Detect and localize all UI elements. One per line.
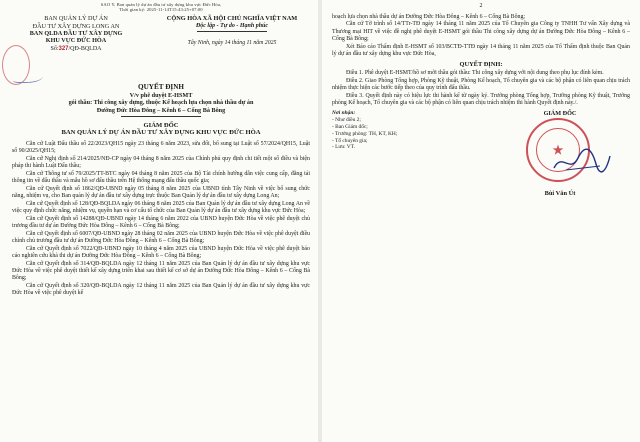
document-page-2	[322, 0, 640, 442]
document-header	[12, 15, 310, 79]
signer	[490, 110, 630, 198]
document-page-1	[0, 0, 318, 442]
document-number: Số:327/QĐ-BQLDA	[50, 46, 102, 53]
legal-basis-item: Căn cứ Luật Đấu thầu số 22/2023/QH15 ngày 23 tháng 6 năm 2023, sửa đổi, bổ sung tại Luật số 57/2024/QH15, Luật số 90/2025/QH15;	[12, 140, 310, 155]
digital-signature-stamp: SAO Y, Ban quản lý dự án đầu tư xây dựng khu vực Đức Hòa, Thời gian ký: 2025-11-14T15:43:25+07:00	[100, 2, 222, 13]
legal-basis-item: Xét Báo cáo Thẩm định E-HSMT số 103/BCTĐ-TTĐ ngày 14 tháng 11 năm 2025 của Tổ Thẩm định thuộc Ban Quản lý dự án đầu tư xây dựng khu vực Đức Hòa,	[332, 43, 630, 57]
decision-subject: V/v phê duyệt E-HSMT gói thầu: Thi công xây dựng, thuộc Kế hoạch lựa chọn nhà thầu dự án Đường Đức Hòa Đông – Kênh 6 – Cống Bà Bông	[68, 91, 254, 114]
partial-seal-icon	[2, 45, 30, 85]
issue-date: Tây Ninh, ngày 14 tháng 11 năm 2025	[187, 39, 277, 46]
handwritten-signature-icon	[552, 146, 612, 176]
legal-basis-item: Căn cứ Quyết định số 320/QĐ-BQLDA ngày 12 tháng 11 năm 2025 của Ban Quản lý dự án đầu tư xây dựng khu vực Đức Hòa về việc phê duyệt kế	[12, 282, 310, 297]
signature-block	[332, 110, 630, 260]
legal-basis-item: Căn cứ Quyết định số 14288/QĐ-UBND ngày 14 tháng 6 năm 2022 của UBND huyện Đức Hòa về việc phê duyệt chủ trương đầu tư dự án Đường Đức Hòa Đông – Kênh 6 – Cống Bà Bông;	[12, 215, 310, 230]
article-3: Điều 3. Quyết định này có hiệu lực thi hành kể từ ngày ký. Trưởng phòng Tổng hợp, Trưởng phòng Kỹ thuật, Trưởng phòng Kế hoạch, Tổ chuyên gia và các bộ phận có liên quan chịu trách nhiệm thi hành Quyết định này./.	[332, 92, 630, 107]
decides-heading: QUYẾT ĐỊNH:	[459, 61, 503, 69]
issuer-heading: GIÁM ĐỐC BAN QUẢN LÝ DỰ ÁN ĐẦU TƯ XÂY DỰNG KHU VỰC ĐỨC HÒA	[61, 121, 261, 137]
recipients-list: Nơi nhận: - Như điều 2; - Ban Giám đốc; - Trưởng phòng: TH, KT, KH; - Tổ chuyên gia; - Lưu: VT.	[332, 110, 398, 151]
legal-basis-item: Căn cứ Tờ trình số 14/TTr-TĐ ngày 14 tháng 11 năm 2025 của Tổ Chuyên gia Công ty TNHH Tư vấn Xây dựng và Thương mại HIT về việc đề nghị phê duyệt E-HSMT gói thầu Thi công xây dựng dự án Đường Đức Hòa Đông – Kênh 6 – Cống Bà Bông;	[332, 21, 630, 42]
page-number: 2	[479, 3, 483, 9]
decision-title: QUYẾT ĐỊNH	[138, 83, 184, 92]
national-heading: CỘNG HÒA XÃ HỘI CHỦ NGHĨA VIỆT NAM Độc lập - Tự do - Hạnh phúc Tây Ninh, ngày 14 tháng 11 năm 2025	[152, 15, 312, 47]
continued-text: hoạch lựa chọn nhà thầu dự án Đường Đức Hòa Đông – Kênh 6 – Cống Bà Bông;	[332, 14, 526, 20]
official-seal-icon: ★	[526, 118, 590, 182]
legal-basis-list	[12, 141, 310, 298]
signer-title: GIÁM ĐỐC	[543, 110, 577, 118]
article-2: Điều 2. Giao Phòng Tổng hợp, Phòng Kỹ thuật, Phòng Kế hoạch, Tổ chuyên gia và các bộ phận có liên quan chịu trách nhiệm thực hiện các bước tiếp theo của quy trình đấu thầu.	[332, 77, 630, 92]
legal-basis-item: Căn cứ Quyết định số 7022/QĐ-UBND ngày 10 tháng 4 năm 2025 của UBND huyện Đức Hòa về việc phê duyệt báo cáo nghiên cứu khả thi dự án Đường Đức Hòa Đông – Kênh 6 – Cống Bà Bông;	[12, 245, 310, 259]
legal-basis-item: Căn cứ Nghị định số 214/2025/NĐ-CP ngày 04 tháng 8 năm 2025 của Chính phủ quy định chi tiết một số điều và biện pháp thi hành Luật Đấu thầu;	[12, 155, 310, 170]
article-1: Điều 1. Phê duyệt E-HSMT/hồ sơ mời thầu gói thầu: Thi công xây dựng với nội dung theo phụ lục đính kèm.	[346, 70, 604, 77]
legal-basis-item: Căn cứ Quyết định số 6007/QĐ-UBND ngày 28 tháng 02 năm 2025 của UBND huyện Đức Hòa về việc phê duyệt điều chỉnh chủ trương đầu tư dự án Đường Đức Hòa Đông – Kênh 6 – Cống Bà Bông;	[12, 230, 310, 245]
legal-basis-item: Căn cứ Thông tư số 79/2025/TT-BTC ngày 04 tháng 8 năm 2025 của Bộ Tài chính hướng dẫn việc cung cấp, đăng tải thông tin về đấu thầu và mẫu hồ sơ đấu thầu trên Hệ thống mạng đấu thầu quốc gia;	[12, 170, 310, 185]
legal-basis-item: Căn cứ Quyết định số 314/QĐ-BQLDA ngày 12 tháng 11 năm 2025 của Ban Quản lý dự án đầu tư xây dựng khu vực Đức Hòa về việc phê duyệt thiết kế xây dựng triển khai sau thiết kế cơ sở dự án Đường Đức Hòa Đông – Kênh 6 – Cống Bà Bông;	[12, 260, 310, 282]
signer-name: Bùi Văn Út	[544, 190, 576, 198]
legal-basis-item: Căn cứ Quyết định số 128/QĐ-BQLDA ngày 06 tháng 8 năm 2025 của Ban Quản lý dự án đầu tư xây dựng Long An về việc quy định chức năng, nhiệm vụ, quyền hạn và cơ cấu tổ chức của Ban Quản lý dự án đầu tư xây dựng khu vực Đức Hòa;	[12, 200, 310, 215]
issuing-agency: BAN QUẢN LÝ DỰ ÁN ĐẦU TƯ XÂY DỰNG LONG AN BAN QLDA ĐẦU TƯ XÂY DỰNG KHU VỰC ĐỨC HÒA Số:327/QĐ-BQLDA	[12, 15, 140, 53]
legal-basis-item: Căn cứ Quyết định số 1862/QĐ-UBND ngày 05 tháng 8 năm 2025 của UBND tỉnh Tây Ninh về việc bổ sung chức năng, nhiệm vụ, cho Ban quản lý dự án đầu tư xây dựng trực thuộc Ban Quản lý dự án đầu tư xây dựng Long An;	[12, 185, 310, 200]
